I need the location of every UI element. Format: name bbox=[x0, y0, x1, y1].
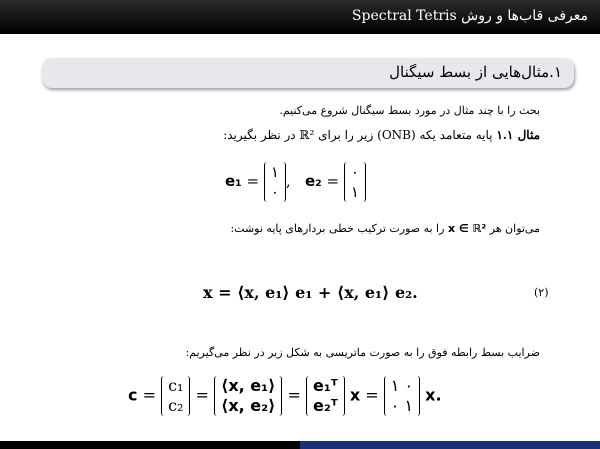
example-line: مثال ۱.۱ پایه متعامد یکه (ONB) زیر را برای ℝ² در نظر بگیرید: bbox=[223, 128, 540, 142]
transpose-column: e₁ᵀ e₂ᵀ bbox=[306, 376, 345, 416]
matrix-equation: c = c₁ c₂ = ⟨x, e₁⟩ ⟨x, e₂⟩ = e₁ᵀ e₂ᵀ x = ۱ ۰ ۰ ۱ x. bbox=[128, 376, 442, 415]
identity-matrix: ۱ ۰ ۰ ۱ bbox=[384, 376, 420, 416]
footer-accent bbox=[300, 441, 600, 449]
set-symbol: ℝ² bbox=[299, 128, 315, 142]
basis-vectors: e₁ = ۱ ۰ , e₂ = ۰ ۱ bbox=[225, 162, 366, 202]
intro-text: بحث را با چند مثال در مورد بسط سیگنال شروع می‌کنیم. bbox=[279, 104, 540, 117]
footer-bar bbox=[0, 441, 600, 449]
expansion-text: می‌توان هر x ∈ ℝ² را به صورت ترکیب خطی بردارهای پایه نوشت: bbox=[230, 222, 540, 235]
expansion-equation: x = ⟨x, e₁⟩ e₁ + ⟨x, e₁⟩ e₂. bbox=[203, 283, 418, 302]
section-title: ۱.مثال‌هایی از بسط سیگنال bbox=[389, 63, 562, 81]
c-column: c₁ c₂ bbox=[161, 376, 190, 416]
slide-title: معرفی قاب‌ها و روش Spectral Tetris bbox=[351, 8, 588, 24]
coefficients-text: ضرایب بسط رابطه فوق را به صورت ماتریسی به شکل زیر در نظر می‌گیریم: bbox=[185, 346, 540, 359]
e2-column: ۰ ۱ bbox=[344, 162, 366, 202]
example-label: مثال ۱.۱ bbox=[496, 128, 540, 142]
e1-column: ۱ ۰ bbox=[264, 162, 286, 202]
section-header bbox=[42, 58, 574, 88]
inner-product-column: ⟨x, e₁⟩ ⟨x, e₂⟩ bbox=[214, 376, 282, 416]
equation-number: (۲) bbox=[534, 286, 549, 299]
slide-title-bar bbox=[0, 0, 600, 34]
